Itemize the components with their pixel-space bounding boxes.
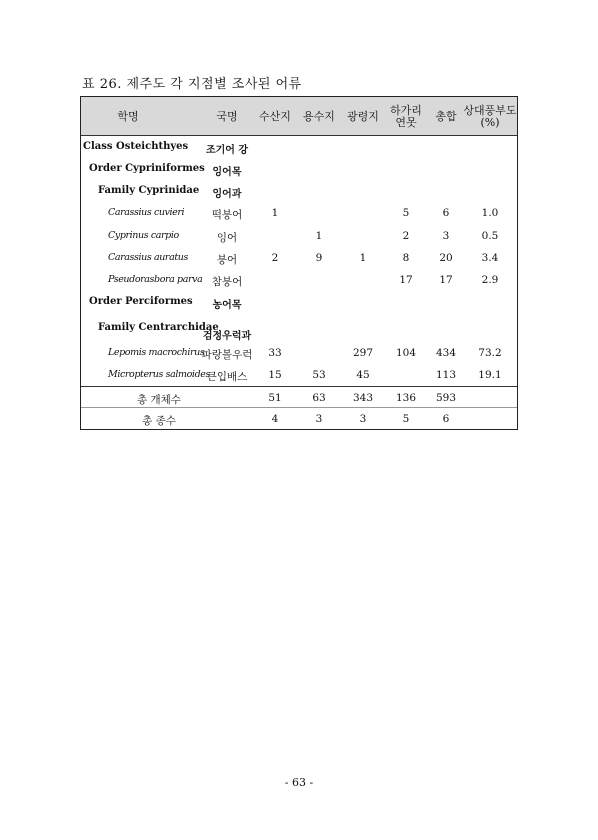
summary-divider	[81, 407, 517, 408]
table-caption: 표 26. 제주도 각 지점별 조사된 어류	[82, 77, 302, 92]
order-scientific: Order Perciformes	[89, 296, 193, 307]
header-site3: 광령지	[347, 110, 379, 123]
summary-divider	[81, 386, 517, 387]
header-site1: 수산지	[259, 110, 291, 123]
class-korean: 조기어 강	[205, 145, 249, 156]
order-scientific: Order Cypriniformes	[89, 163, 205, 174]
order-korean: 농어목	[212, 300, 242, 311]
header-site4: 하가리 연못	[390, 104, 422, 129]
family-korean: 잉어과	[212, 189, 242, 200]
table-header	[81, 97, 517, 136]
class-scientific: Class Osteichthyes	[83, 141, 189, 152]
family-scientific: Family Centrarchidae	[98, 322, 219, 333]
header-korean: 국명	[216, 110, 238, 123]
family-korean: 검정우럭과	[202, 331, 252, 342]
header-relative-abundance: 상대풍부도 (%)	[463, 104, 517, 129]
header-scientific: 학명	[117, 110, 139, 123]
header-site2: 용수지	[303, 110, 335, 123]
header-total: 총합	[435, 110, 457, 123]
fish-table: 학명 국명 수산지 용수지 광령지 하가리 연못 총합 상대풍부도 (%) Class Osteichthyes 조기어 강 Order Cypriniformes 잉어목 Family Cyprinidae 잉어과 Carassius cuvieri 떡붕어 1 5 6 1.0 Cyprinus carpio 잉어 1 2 3 0.5 Carassius auratus 붕어 2 9 1 8 20 3.4 Pseudorasbora parva 참붕어 17 17 2.9 Order Perciformes 농어목 Family Centrarchidae 검정우럭과 Lepomis macrochirus 파랑볼우럭 33 297 104 434 73.2 Micropterus salmoides 큰입배스 15 53 45 113 19.1 총 개체수 51 63 343 136 593 총 종수 4 3 3 5 6	[80, 96, 518, 430]
order-korean: 잉어목	[212, 167, 242, 178]
family-scientific: Family Cyprinidae	[98, 185, 200, 196]
page-number: - 63 -	[284, 776, 314, 789]
